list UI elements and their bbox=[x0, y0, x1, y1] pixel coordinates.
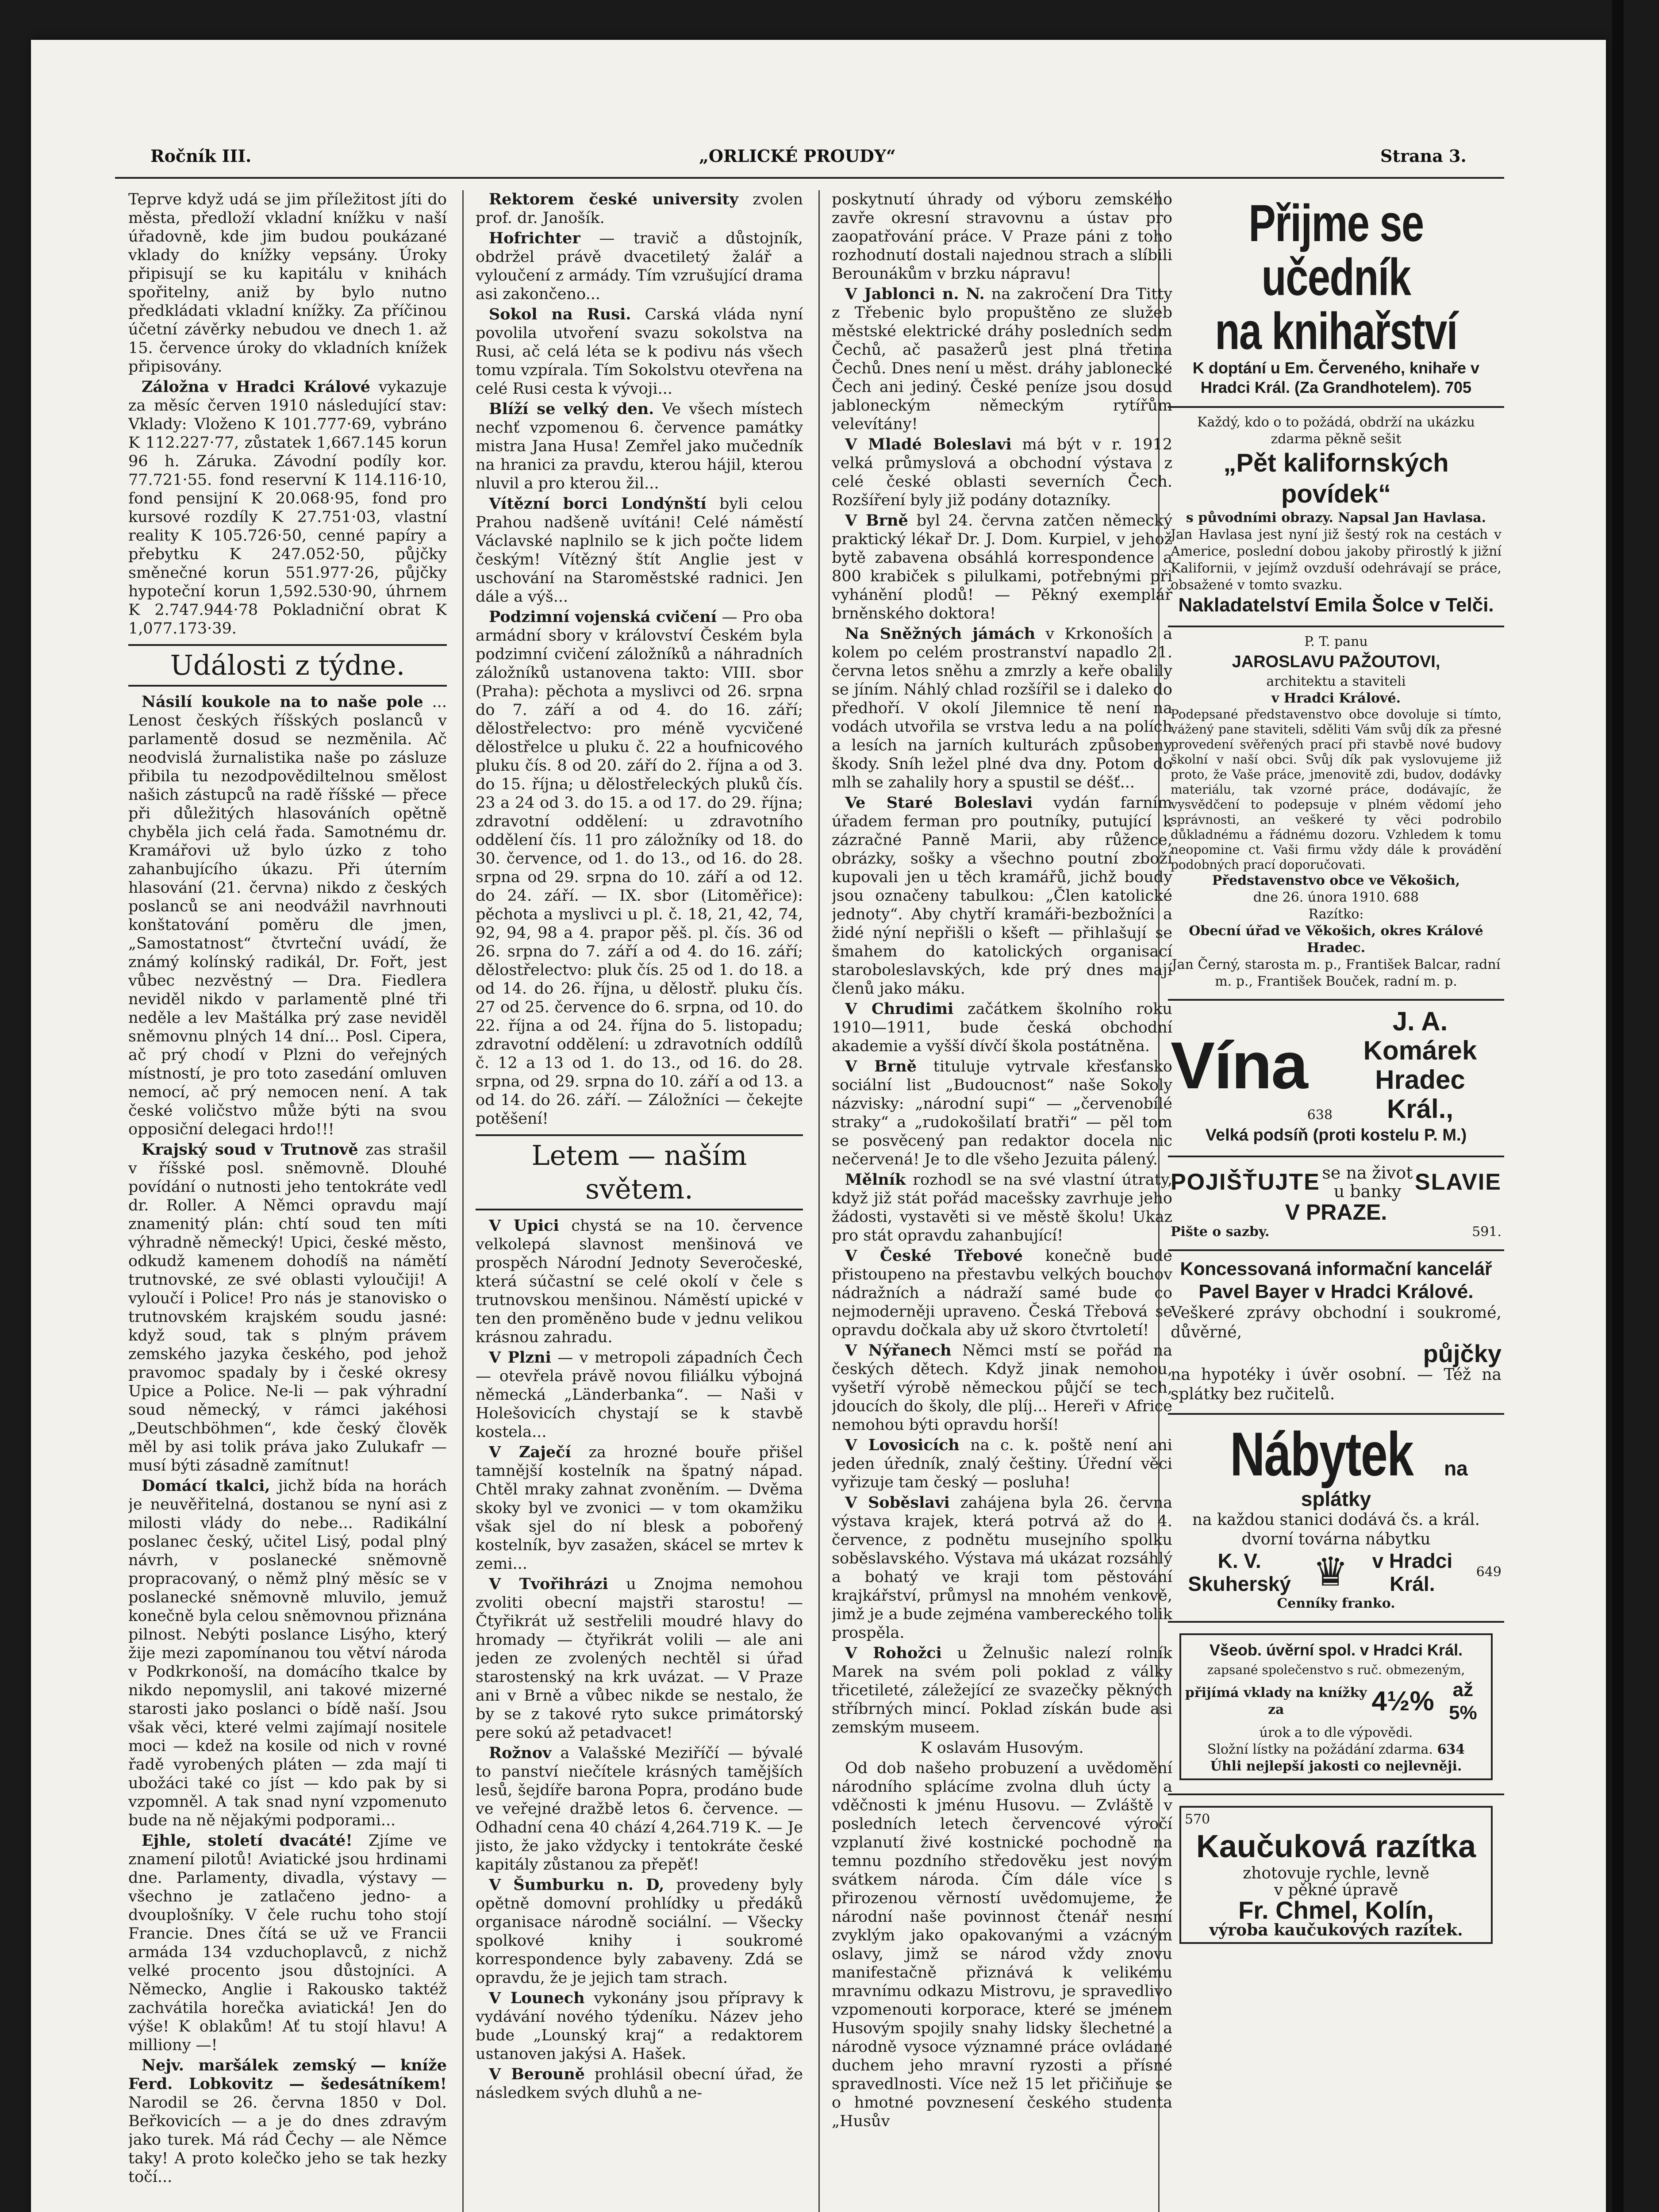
article-heading: V Lovosicích bbox=[845, 1436, 960, 1454]
ad-insurance bbox=[1168, 1157, 1504, 1251]
ad-subtitle: s původními obrazy. Napsal Jan Havlasa. bbox=[1186, 510, 1486, 526]
article bbox=[128, 2056, 447, 2186]
eagle-crest-icon: ♛ bbox=[1313, 1549, 1348, 1595]
article-heading: V Rohožci bbox=[845, 1644, 942, 1662]
ad-headline: SLAVIE bbox=[1415, 1169, 1502, 1195]
ad-headline: Přijme se učedník bbox=[1248, 194, 1424, 307]
article bbox=[128, 1141, 447, 1475]
ad-text: zhotovuje rychle, levně bbox=[1243, 1864, 1429, 1882]
article bbox=[476, 1348, 803, 1441]
article-heading: V Brně bbox=[845, 1057, 917, 1075]
article-text: zvolen prof. dr. Janošík. bbox=[476, 191, 803, 227]
article-text: Zjíme ve znamení pilotů! Aviatické jsou hrdinami dne. Parlamenty, divadla, výstavy — všechno je zatlačeno jedno- a dvouplošníky. V čele ruchu toho stojí Francie. Dnes čítá se už ve Francii armáda 134 vzduchoplavců, z nichž velké procento jsou důstojníci. A Německo, Anglie i Rakousko taktéž zachvátila horečka aviatická! Jen do výše! K oblakům! Ať tu stojí hlavu! A milliony —! bbox=[128, 1832, 447, 2054]
article bbox=[832, 625, 1172, 792]
scan-edge bbox=[1612, 0, 1624, 2212]
article-heading: V Upici bbox=[489, 1217, 559, 1235]
article-text: vykonány jsou přípravy k vydávání nového týdeníku. Název jeho bude „Lounský kraj“ a redaktorem ustanoven jakýsi A. Hašek. bbox=[476, 1989, 803, 2063]
article bbox=[476, 1744, 803, 1874]
ad-firm: Fr. Chmel, Kolín, bbox=[1238, 1896, 1434, 1924]
article-text: zahájena byla 26. června výstava krajek, která potrvá až do 4. července, z podnětu musejního spolku soběslavského. Výstava má ukázat rozsáhlý a bohatý ve kraji tom pěstování krajkářství, průmysl na mnohém venkově, jimž je a bude zejména vambereckého tolik prospěla. bbox=[832, 1494, 1172, 1642]
article bbox=[476, 2065, 803, 2102]
article-heading: Sokol na Rusi. bbox=[489, 305, 631, 323]
article bbox=[476, 1217, 803, 1347]
page-number: Strana 3. bbox=[1380, 146, 1467, 166]
ad-city: Hradec Král., bbox=[1375, 1065, 1465, 1124]
subheading: K oslavám Husovým. bbox=[920, 1739, 1084, 1757]
article-heading: Krajský soud v Trutnově bbox=[142, 1141, 358, 1159]
article-heading: V České Třebové bbox=[845, 1247, 1023, 1265]
article bbox=[832, 1171, 1172, 1245]
ad-text: přijímá vklady na knížky za bbox=[1185, 1685, 1367, 1717]
ad-text: v pěkné úpravě bbox=[1274, 1881, 1398, 1899]
article bbox=[476, 229, 803, 303]
article bbox=[476, 1989, 803, 2063]
article-heading: Ve Staré Boleslavi bbox=[845, 794, 1033, 812]
ad-number: 649 bbox=[1476, 1564, 1502, 1580]
ad-text: výroba kaučukových razítek. bbox=[1209, 1921, 1463, 1939]
ad-apprentice bbox=[1168, 190, 1504, 408]
ad-stamp-text: Obecní úřad ve Věkošich, okres Králové Hradec. bbox=[1189, 923, 1483, 956]
ad-text: na hypotéky i úvěr osobní. — Též na splátky bez ručitelů. bbox=[1171, 1366, 1502, 1403]
ad-text: Podepsané představenstvo obce dovoluje si tímto, vážený pane staviteli, sděliti Vám svůj dík za přesné provedení svěřených prací při stavbě nové budovy školní v naší obci. Svůj dík pak vyslovujeme již proto, že Vaše práce, jmenovitě zdi, budov, dodávky materiálu, tak vzorné práce, dodávajíc, že vysvědčení to podepsuje v plném vědomí jeho správnosti, an veškeré ty věci podrobilo důkladnému a řádnému dozoru. Vzhledem k tomu neopomine ct. Vaši firmu vždy dále k provádění podobných prací doporučovati. bbox=[1171, 707, 1502, 872]
ad-text: u banky bbox=[1333, 1182, 1402, 1201]
ad-text: Pište o sazby. bbox=[1171, 1224, 1270, 1240]
article bbox=[128, 693, 447, 1139]
article-heading: V Šumburku n. D, bbox=[489, 1876, 664, 1894]
article-heading: V Mladé Boleslavi bbox=[845, 435, 1012, 453]
ad-number: 705 bbox=[1445, 378, 1472, 396]
ad-testimonial bbox=[1168, 627, 1504, 1001]
article bbox=[128, 378, 447, 638]
ad-text: Představenstvo obce ve Věkošich, bbox=[1212, 873, 1460, 888]
article-heading: V Tvořihrázi bbox=[489, 1575, 608, 1593]
article-heading: Na Sněžných jámách bbox=[845, 625, 1036, 643]
ad-city: V PRAZE. bbox=[1285, 1200, 1387, 1225]
article-text: prohlásil obecní úřad, že následkem svých dluhů a ne- bbox=[476, 2066, 803, 2102]
article-heading: V Soběslavi bbox=[845, 1494, 950, 1512]
article-text: jichž bída na horách je neuvěřitelná, dostanou se nyní asi z milosti vlády do nebe... Radikální poslanec český, učitel Lisý, podal plný návrh, v poslanecké sněmovně propracovaný, o němž plný měsíc se v poslanecké sněmovně mluvilo, jemuž konečně byla celou sněmovnou přiznána pilnost. Nebýti poslance Lisýho, který žije mezi zapomínanou tou větví národa v Podkrkonoší, na domácího tkalce by nikdo nepomyslil, ani takové mizerné starosti jako poslanci o bídě naší. Jsou však věci, které velmi zajímají nositele moci — kdež na kosile od nich v rovné řadě vyrobených pláten — zda mají ti ubožáci také co jíst — kdo pak by si vzpomněl. A tak snad nyní vzpomenuto bude na ně nějakými podporami... bbox=[128, 1477, 447, 1829]
column-divider bbox=[818, 190, 820, 2212]
article-text: u Znojma nemohou zvoliti obecní majstři starostu! — Čtyřikrát už sestřelili moudré hlavy do hromady — čtyřikrát volili — ale ani jeden ze zvolených nechtěl si úřad starostenský na krk uvázat. — V Praze ani v Brně a vůbec nikde se nestalo, že by se z takové ryto sukce primátorský pere sokú až petadvacet! bbox=[476, 1575, 803, 1742]
ad-firm: Pavel Bayer v Hradci Králové. bbox=[1198, 1281, 1474, 1302]
ad-text: Úhli nejlepší jakosti co nejlevněji. bbox=[1210, 1759, 1462, 1774]
ad-number: 591. bbox=[1472, 1224, 1502, 1240]
ad-headline: na knihařství bbox=[1215, 302, 1457, 361]
ad-text: Jan Havlasa jest nyní již šestý rok na cestách v Americe, poslední dobou jakoby přirostlý k jižní Kalifornii, v jejímž ovzduší odehrávají se práce, obsažené v tomto svazku. bbox=[1171, 527, 1502, 593]
article bbox=[832, 1341, 1172, 1434]
article-text: u Želnušic nalezí rolník Marek na svém poli poklad z války třicetileté, záležející ze svazečky pěkných stříbrných mincí. Poklad získán bude asi zemským museem. bbox=[832, 1644, 1172, 1736]
ad-headline: JAROSLAVU PAŽOUTOVI, bbox=[1232, 653, 1440, 671]
ad-credit-union bbox=[1168, 1623, 1504, 1795]
article-text: rozhodl se na své vlastní útraty, když již stát pořád macešsky zavrhuje jeho žádosti, vystavěti si ve městě školu! Ukaz pro stát opravdu zahanbující! bbox=[832, 1171, 1172, 1244]
article bbox=[476, 400, 803, 493]
article-text: — travič a důstojník, obdržel právě dvacetiletý žalář a vyloučení z armády. Tím vzrušující drama asi zakončeno... bbox=[476, 230, 803, 303]
article-text: má být v r. 1912 velká průmyslová a obchodní výstava z celé české oblasti severních Čech. Rozšíření byly již podány dotazníky. bbox=[832, 436, 1172, 509]
article bbox=[476, 1575, 803, 1742]
ad-text: Veškeré zprávy obchodní i soukromé, důvěrné, bbox=[1171, 1304, 1502, 1341]
article-text: ... Lenost českých říšských poslanců v parlamentě dosud se nezměnila. Ač neodvislá žurnalistika naše po zásluze přibila tu nezodpovědiltelnou smělost našich zástupců na radě říšské — přece při důležitých hlasováních opětně chyběla jich celá řada. Samotnému dr. Kramářovi už bylo úzko z toho zahanbujícího úkazu. Při úterním hlasování (21. června) nikdo z českých poslanců se ani neodvážil navrhnouti konštatování poměru dle jmen, „Samostatnost“ čtvrteční uvádí, že známý kolínský radikál, Dr. Fořt, jest vůbec nezvěstný — Dra. Fiedlera neviděl nikdo v parlamentě plné tři neděle a lev Maštálka prý zase neviděl sněmovnu plných 14 dní... Posl. Cipera, ač prý chodí v Plzni do veřejných místností, je pro toto zasedání omluven nemocí, ač prý nemocen není. A tak české voličstvo může býti na svou opposiční delegaci hrdo!!! bbox=[128, 693, 447, 1138]
article-text: — Pro oba armádní sbory v království Českém byla podzimní cvičení záložníků a náhradních záložníků ustanovena takto: VIII. sbor (Praha): pěchota a myslivci od 26. srpna do 7. září a od 4. do 16. září; dělostřelectvo: pro méně vycvičené dělostřelce u pluku č. 22 a houfnicového pluku čís. 8 od 20. září do 2. října a od 3. do 15. října; u dělostřeleckých pluků čís. 23 a 24 od 3. do 15. a od 17. do 29. října; zdravotní oddělení: u zdravotního oddělení čís. 11 pro záložníky od 18. do 30. července, od 1. do 13., od 16. do 28. srpna od 29. srpna do 10. září a od 12. do 24. září. — IX. sbor (Litoměřice): pěchota a myslivci u pl. č. 18, 21, 42, 74, 92, 94, 98 a 4. prapor pěš. pl. čís. 36 od 26. srpna do 7. září a od 4. do 16. září; dělostřelectvo: pluk čís. 25 od 1. do 18. a od 14. do 26. října, u dělostř. pluku čís. 27 od 25. července do 6. srpna, od 10. do 22. října a od 24. října do 5. listopadu; zdravotní oddělení: u zdravotních oddílů č. 12 a 13 od 1. do 13., od 16. do 28. srpna, od 29. srpna do 10. září a od 13. a od 14. do 26. září. — Záložníci — čekejte potěšení! bbox=[476, 608, 803, 1128]
article-text: konečně bude přistoupeno na přestavbu velkých bouchov nádražních a nádraží samé bude co nejmoderněji upraveno. Česká Třebová se opravdu dočkala aby už skoro čtvrtoletí! bbox=[832, 1247, 1172, 1339]
article-text: vydán farním úřadem ferman pro poutníky, putující k zázračné Panně Marii, aby růžence, obrázky, sošky a všechno poutní zboží kupovali jen u těch kramářů, jichž boudy jsou označeny tabulkou: „Člen katolické jednoty“. Aby chytří kramáři-bezbožníci a židé nýní nepřišli o kšeft — přihlašují se šmahem do katolických organisací staroboleslavských, kde prý dnes mají členů jako máku. bbox=[832, 794, 1172, 998]
article-heading: Hofrichter bbox=[489, 229, 580, 247]
article-heading: Mělník bbox=[845, 1171, 906, 1189]
article bbox=[476, 1443, 803, 1573]
ad-headline: Kaučuková razítka bbox=[1196, 1829, 1476, 1864]
article bbox=[128, 1832, 447, 2055]
article-text: Němci mstí se pořád na českých dětech. Když jinak nemohou, vyšetří výrobě německou půjčí se tech, jdoucích do školy, dle plíj... Hereři v Africe nemohou býti opravdu horší! bbox=[832, 1342, 1172, 1434]
ad-wine bbox=[1168, 1001, 1504, 1157]
ad-text: Složní lístky na požádání zdarma. bbox=[1207, 1742, 1433, 1757]
article-text: zas strašil v říšské posl. sněmovně. Dlouhé povídání o nutnosti jeho tentokráte vedl dr. Roller. A Němci opravdu mají znamenitý plán: chtí soud ten míti výhradně německý! Upici, české město, odkudž kamenem dohodíš na námětí trutnovské, ze své oblasti vyloučiji! A vyloučí i Police! Pro nás je stanovisko o trutnovském krajském soudu jasné: když soud, tak s plným právem zemského jazyka českého, pod jehož pravomoc spadaly by i české okresy Upice a Police. Ne-li — pak výhradní soud německý, v rámci jakéhosi „Deutschböhmen“, kde český člověk měl by asi tolik práva jako Zulukafr — musí býti zásadně zamítnut! bbox=[128, 1141, 447, 1475]
column-divider bbox=[462, 190, 464, 2212]
ad-text: Velká podsíň (proti kostelu P. M.) bbox=[1205, 1126, 1467, 1144]
article-heading: Domácí tkalci, bbox=[142, 1477, 270, 1495]
ad-information-office bbox=[1168, 1251, 1504, 1415]
ad-headline: půjčky bbox=[1423, 1340, 1502, 1367]
paragraph: poskytnutí úhrady od výboru zemského zavře okresní stravovnu a ústav pro zaopatřování práce. V Praze páni z toho rozhodnutí dostali najednou strach a slíbili Berounákům v brzku nápravu! bbox=[832, 191, 1172, 283]
ad-text: P. T. panu bbox=[1304, 634, 1368, 649]
ad-subtitle: na splátky bbox=[1301, 1457, 1468, 1510]
ad-date: dne 26. února 1910. bbox=[1253, 890, 1390, 905]
article-heading: V Brně bbox=[845, 511, 908, 530]
article bbox=[832, 794, 1172, 998]
article-heading: V Lounech bbox=[489, 1989, 585, 2007]
article-text: Carská vláda nyní povolila utvoření svazu sokolstva na Rusi, ač celá léta se k podivu nás všech tomu vzpírala. Tím Sokolstvu otevřena na celé Rusi cesta k vývoji... bbox=[476, 306, 803, 398]
ad-number: 634 bbox=[1437, 1742, 1465, 1757]
ads-column bbox=[1168, 190, 1504, 2212]
ad-text: Každý, kdo o to požádá, obdrží na ukázku zdarma pěkně sešit bbox=[1197, 415, 1475, 447]
ad-headline: POJIŠŤUJTE bbox=[1171, 1169, 1320, 1195]
section-title: Události z týdne. bbox=[128, 644, 447, 687]
article-heading: Záložna v Hradci Králové bbox=[142, 378, 370, 396]
article-heading: Nejv. maršálek zemský — kníže Ferd. Lobkovitz — šedesátníkem! bbox=[128, 2056, 447, 2093]
article-heading: Rektorem české university bbox=[489, 190, 738, 208]
article-heading: Ejhle, století dvacáté! bbox=[142, 1832, 353, 1850]
ad-firm: K. V. Skuherský bbox=[1188, 1549, 1291, 1595]
ad-number: 638 bbox=[1307, 1107, 1333, 1123]
article-heading: V Chrudimi bbox=[845, 1000, 954, 1018]
article-heading: V Berouně bbox=[489, 2065, 585, 2083]
article-text: byl 24. června zatčen německý praktický lékař Dr. J. Dom. Kurpiel, v jehož bytě zabavena obsáhlá korrespondence a 800 krabiček s pilulkami, potřebnými při vyhánění plodů! — Pěkný exemplář brněnského doktora! bbox=[832, 512, 1172, 622]
article-heading: V Zaječí bbox=[489, 1443, 571, 1461]
ad-headline: Vína bbox=[1171, 1028, 1307, 1102]
article-text: a Valašské Meziříčí — bývalé to panství niečítele krásných tamějších lesů, šejdíře barona Popra, prodáno bude ve veřejné dražbě letos 6. července. — Odhadní cena 40 chází 4,264.719 K. — Je jisto, že jako vždycky i tentokráte české kapitály zůstanou za přepěť! bbox=[476, 1744, 803, 1874]
article bbox=[476, 495, 803, 606]
article bbox=[832, 1000, 1172, 1056]
article bbox=[476, 190, 803, 227]
article bbox=[832, 511, 1172, 623]
volume-label: Ročník III. bbox=[150, 146, 252, 166]
ad-headline: „Pět kalifornských povídek“ bbox=[1223, 449, 1449, 508]
article-heading: Blíží se velký den. bbox=[489, 400, 654, 418]
paragraph: Od dob našeho probuzení a uvědomění národního splácíme zvolna dluh úcty a vděčnosti k jménu Husovu. — Zvláště v posledních letech červencové výročí vzplanutí živé kostnické pochodně na temnu pozdního středověku jest novým svátkem národa. Čím dále více s přirozenou věrností uvědomujeme, že národní naše povinnost čtenář nesmí zvyklým jako opakovanými a vzácným oslavy, jimž se národ vždy znovu manifestačně přiznává k velikému mravnímu odkazu Mistrovu, je spravedlivo vzpomenouti korporace, které se jménem Husovým spojily snahy lidsky šlechetné a národně vysoce významné práce ovládané duchem jeho mravní ryzosti a přísné spravedlnosti. Více než 15 let přičiňuje se o hmotné povznesení českého studenta „Husův bbox=[832, 1759, 1172, 2130]
ad-text: K doptání u Em. Červeného, knihaře v Hradci Král. (Za Grandhotelem). bbox=[1192, 359, 1480, 396]
article bbox=[832, 1057, 1172, 1169]
article bbox=[832, 1494, 1172, 1642]
article-text: začátkem školního roku 1910—1911, bude česká obchodní akademie a vyšší dívčí škola postátněna. bbox=[832, 1000, 1172, 1055]
article-text: byli celou Prahou nadšeně uvítáni! Celé náměstí Václavské naplnilo se k jich počte lidem českým! Vítězný štít Anglie jest v uschování na Staroměstské radnici. Jen dále a výš... bbox=[476, 495, 803, 606]
article-text: Ve všech místech nechť vzpomenou 6. července památky mistra Jana Husa! Zemřel jako mučedník na hranici za pravdu, kterou hájil, kterou nluvil a pro kterou žil... bbox=[476, 400, 803, 492]
article-text: na zakročení Dra Titty z Třebenic bylo propuštěno ze služeb městské elektrické dráhy posledních sedm Čechů, ač pasažerů jest plná třetina Čechů. Dnes není u měst. dráhy jablonecké Čech ani jediný. České peníze jsou dosud jabloneckým německým rytířům velevítány! bbox=[832, 285, 1172, 433]
article-text: chystá se na 10. července velkolepá slavnost menšinová ve prospěch Národní Jednoty Severočeské, která súčastní se celé okolí v čele s trutnovskou menšinou. Náměstí upické v ten den proměněno bude v jednu velikou krásnou zahradu. bbox=[476, 1217, 803, 1346]
ad-rate: až 5% bbox=[1449, 1679, 1477, 1724]
article bbox=[832, 1644, 1172, 1737]
ad-signatures: Jan Černý, starosta m. p., František Balcar, radní m. p., František Bouček, radní m. p. bbox=[1171, 957, 1501, 989]
ad-rubber-stamps bbox=[1168, 1795, 1504, 1957]
article-heading: Rožnov bbox=[489, 1744, 552, 1762]
article bbox=[476, 1876, 803, 1987]
article-heading: V Plzni bbox=[489, 1348, 551, 1367]
column-1 bbox=[128, 190, 447, 2212]
section-title: Letem — naším světem. bbox=[476, 1134, 803, 1210]
article bbox=[128, 1477, 447, 1830]
ad-rate: 4½% bbox=[1371, 1686, 1434, 1717]
ad-number: 688 bbox=[1393, 890, 1419, 905]
article-text: za hrozné bouře přišel tamnější kostelník na špatný nápad. Chtěl mraky zahnat zvoněním. — Dvěma skoky byl ve zvonici — v tom okamžiku však sjel do ní blesk a pobořený kostelník, byv zasažen, skácel se mrtev k zemi... bbox=[476, 1444, 803, 1573]
article-text: vykazuje za měsíc červen 1910 následující stav: Vklady: Vloženo K 101.777·69, vybráno K 112.227·77, zůstatek 1,667.145 korun 96 h. Záruka. Závodní podíly kor. 77.721·55. fond reservní K 114.116·10, fond pensijní K 20.068·95, fond pro kursové rozdíly K 27.751·03, vlastní reality K 105.726·50, cenné papíry a přebytku K 247.052·50, půjčky směnečné korun 551.977·26, půjčky hypoteční korun 1,592.530·90, úhrnem K 2.747.944·78 Pokladniční obrat K 1,077.173·39. bbox=[128, 378, 447, 637]
article-heading: Násilí koukole na to naše pole bbox=[142, 693, 423, 711]
column-2 bbox=[476, 190, 803, 2212]
article-text: v Krkonoších a kolem po celém prostranství napadlo 21. června letos sněhu a zmrzly a keře obalily se jíním. Náhlý chlad rozšířil se i daleko do předhoří. V okolí Jilemnice tě není na vodách utvořila se vrstva ledu a na polích a lesích na jarních kulturách způsobeny škody. Sníh ležel plné dva dny. Potom do mlh se zahalily hory a spustil se déšť... bbox=[832, 625, 1172, 791]
ad-furniture bbox=[1168, 1415, 1504, 1623]
header-rule bbox=[115, 177, 1504, 179]
ad-book bbox=[1168, 408, 1504, 627]
ad-text: zapsané společenstvo s ruč. obmezeným, bbox=[1207, 1663, 1465, 1677]
ad-city: v Hradci Král. bbox=[1372, 1549, 1453, 1595]
article-text: provedeny byly opětně domovní prohlídky u předáků organisace národně sociální. — Všecky spolkové knihy i soukromé korrespondence byly zabaveny. Zdá se opravdu, že je jejich tam strach. bbox=[476, 1876, 803, 1987]
ad-number: 570 bbox=[1185, 1812, 1210, 1827]
article bbox=[832, 285, 1172, 434]
ad-publisher: Nakladatelství Emila Šolce v Telči. bbox=[1178, 594, 1494, 616]
ad-firm: J. A. Komárek bbox=[1363, 1006, 1477, 1065]
ad-text: úrok a to dle výpovědi. bbox=[1259, 1725, 1413, 1740]
article-text: na c. k. poště není ani jeden úředník, znalý češtiny. Úřední věci vyřizuje tam český — posluha! bbox=[832, 1436, 1172, 1491]
column-3 bbox=[832, 190, 1172, 2212]
ad-text: na každou stanici dodává čs. a král. dvorní továrna nábytku bbox=[1192, 1511, 1480, 1548]
article bbox=[476, 305, 803, 398]
ad-text: Cenníky franko. bbox=[1277, 1596, 1395, 1611]
page-header bbox=[115, 146, 1495, 173]
ad-headline: Všeob. úvěrní spol. v Hradci Král. bbox=[1209, 1641, 1463, 1659]
ad-headline: Nábytek bbox=[1230, 1419, 1413, 1489]
article-text: Narodil se 26. června 1850 v Dol. Beřkovicích — a je do dnes zdravým jako turek. Má rád Čechy — ale Němce taky! A proto kolečko jeho se tak hezky točí... bbox=[128, 2094, 447, 2186]
article bbox=[832, 435, 1172, 510]
article-heading: V Jablonci n. N. bbox=[845, 285, 985, 303]
article-heading: Podzimní vojenská cvičení bbox=[489, 608, 717, 626]
paragraph: Teprve když udá se jim příležitost jíti do města, předloží vkladní knížku v naší úřadovně, kde jim budou poukázané vklady do knížky vepsány. Úroky připisují se ku kapitálu v knihách spořitelny, aniž by bylo nutno předkládati vkladní knížky. Za příčinou účetní závěrky nebudou ve dnech 1. až 15. července úroky do vkladních knížek připisovány. bbox=[128, 191, 447, 376]
ad-headline: Koncessovaná informační kancelář bbox=[1180, 1258, 1492, 1279]
article bbox=[832, 1247, 1172, 1340]
ad-text: Razítko: bbox=[1308, 906, 1364, 922]
article bbox=[476, 608, 803, 1128]
article bbox=[832, 1436, 1172, 1492]
paper-title: „ORLICKÉ PROUDY“ bbox=[699, 146, 896, 166]
article-heading: V Nýřanech bbox=[845, 1341, 952, 1359]
article-text: tituluje vytrvale křesťansko sociální list „Budoucnost“ naše Sokoly názvisky: „národní supi“ — „červenobílé straky“ a „rudokošilatí bratři“ — pěl tom se posvěcený pan redaktor docela nic nečervená! Je to dle všeho Jezuita pálený. bbox=[832, 1058, 1172, 1168]
ad-text: v Hradci Králové. bbox=[1271, 691, 1401, 706]
article-text: — v metropoli západních Čech — otevřela právě novou filiálku výbojná německá „Länderbanka“. — Naši v Holešovicích chystají se k stavbě kostela... bbox=[476, 1349, 803, 1441]
ad-text: se na život bbox=[1322, 1163, 1413, 1183]
ad-text: architektu a staviteli bbox=[1266, 674, 1406, 689]
article-heading: Vítězní borci Londýnští bbox=[489, 495, 707, 513]
